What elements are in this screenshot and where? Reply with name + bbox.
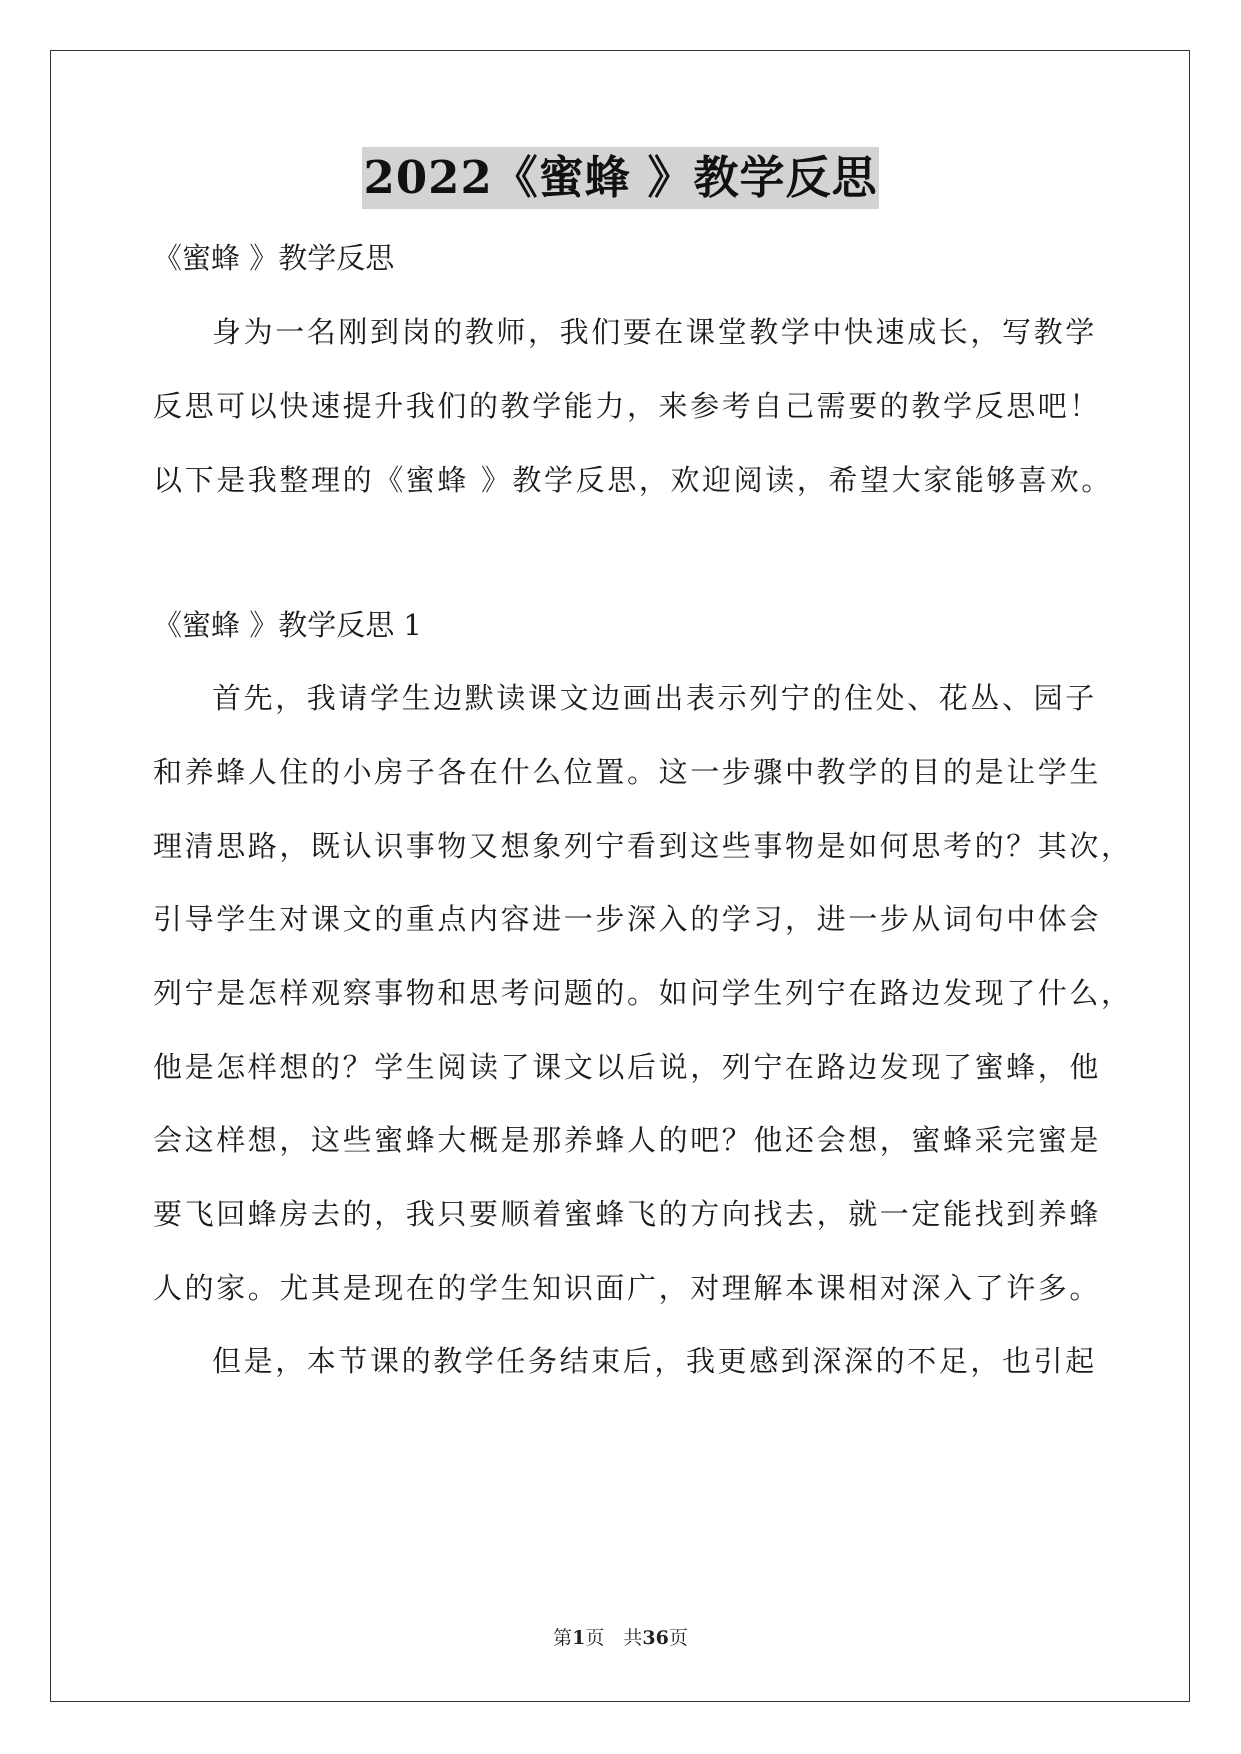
section-line-2: 和养蜂人住的小房子各在什么位置。这一步骤中教学的目的是让学生 xyxy=(153,755,1102,789)
section-line-9: 人的家。尤其是现在的学生知识面广，对理解本课相对深入了许多。 xyxy=(153,1271,1102,1305)
section-line-1: 首先，我请学生边默读课文边画出表示列宁的住处、花丛、园子 xyxy=(212,681,1097,715)
intro-line-2: 反思可以快速提升我们的教学能力，来参考自己需要的教学反思吧！ xyxy=(153,389,1102,423)
section-line-4: 引导学生对课文的重点内容进一步深入的学习，进一步从词句中体会 xyxy=(153,902,1102,936)
section-line-5: 列宁是怎样观察事物和思考问题的。如问学生列宁在路边发现了什么， xyxy=(153,976,1133,1010)
page-border xyxy=(50,50,1190,1702)
footer-page-number: 1 xyxy=(572,1627,586,1649)
section-heading: 《蜜蜂 》教学反思 1 xyxy=(153,608,422,642)
intro-heading: 《蜜蜂 》教学反思 xyxy=(153,241,395,275)
document-title: 2022《蜜蜂 》教学反思 xyxy=(362,147,880,209)
section-line-6: 他是怎样想的？学生阅读了课文以后说，列宁在路边发现了蜜蜂，他 xyxy=(153,1050,1102,1084)
footer-suffix: 页 xyxy=(668,1627,688,1649)
footer-middle: 页 共 xyxy=(585,1627,643,1649)
page-footer xyxy=(0,1625,1241,1651)
footer-total-pages: 36 xyxy=(642,1627,669,1649)
section-line-10: 但是，本节课的教学任务结束后，我更感到深深的不足，也引起 xyxy=(212,1344,1097,1378)
section-line-3: 理清思路，既认识事物又想象列宁看到这些事物是如何思考的？其次， xyxy=(153,829,1133,863)
footer-prefix: 第 xyxy=(553,1627,573,1649)
intro-line-1: 身为一名刚到岗的教师，我们要在课堂教学中快速成长，写教学 xyxy=(212,315,1097,349)
title-container xyxy=(0,147,1241,209)
section-line-8: 要飞回蜂房去的，我只要顺着蜜蜂飞的方向找去，就一定能找到养蜂 xyxy=(153,1197,1102,1231)
intro-line-3: 以下是我整理的《蜜蜂 》教学反思，欢迎阅读，希望大家能够喜欢。 xyxy=(153,463,1113,497)
section-line-7: 会这样想，这些蜜蜂大概是那养蜂人的吧？他还会想，蜜蜂采完蜜是 xyxy=(153,1123,1102,1157)
